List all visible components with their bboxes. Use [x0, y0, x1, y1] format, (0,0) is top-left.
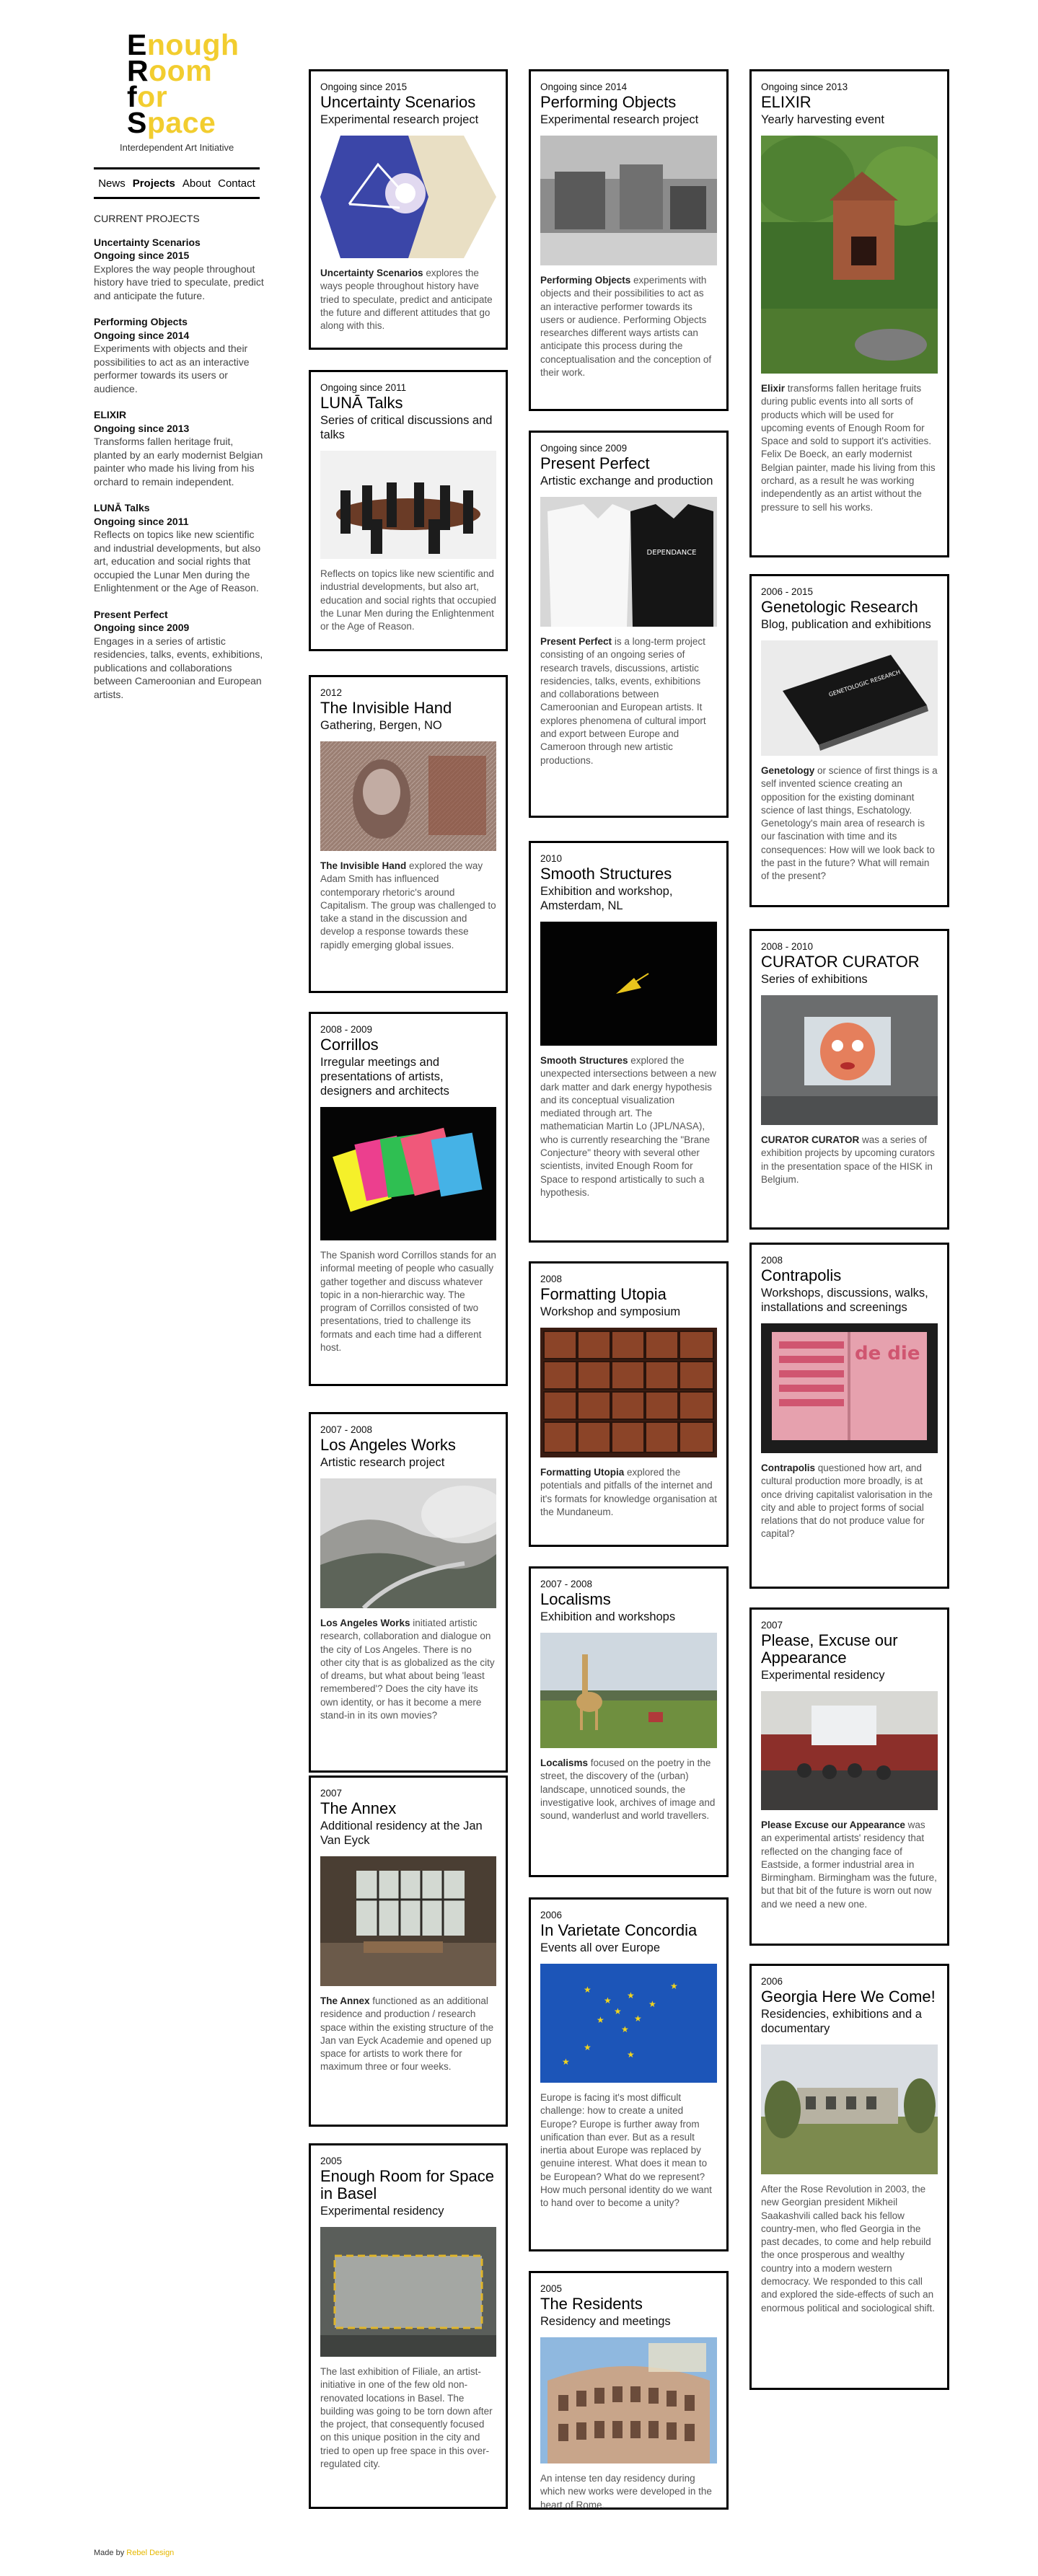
card-subtitle: Additional residency at the Jan Van Eyck [320, 1819, 483, 1847]
card-description: The Invisible Hand explored the way Adam Smith has influenced contemporary rhetoric's around Capitalism. The group was challenged to take a stand in the discussion and develop a response towards these rapidly emerging global issues. [320, 860, 496, 950]
card-subtitle: Experimental research project [320, 113, 479, 126]
project-card-corrillos[interactable] [309, 1012, 508, 1386]
card-date: Ongoing since 2013 [761, 81, 848, 92]
card-description: An intense ten day residency during which new works were developed in the heart of Rome. [540, 2473, 712, 2510]
card-subtitle: Series of exhibitions [761, 973, 868, 986]
project-card-performing[interactable] [529, 69, 729, 411]
svg-text:★: ★ [621, 2024, 629, 2034]
sidebar-item-title[interactable]: LUNĀ Talks [94, 502, 150, 513]
sidebar-item-title[interactable]: Performing Objects [94, 316, 188, 327]
card-description: The Spanish word Corrillos stands for an informal meeting of people who casually gather together and discuss whatever topic in a non-hierarchic way. The program of Corrillos consisted of two presentations, tried to challenge its formats and each time had a different host. [320, 1250, 496, 1354]
card-subtitle: Exhibition and workshop, Amsterdam, NL [540, 885, 673, 912]
card-subtitle: Workshop and symposium [540, 1305, 681, 1318]
svg-text:★: ★ [627, 2050, 635, 2060]
card-title[interactable]: LUNĀ Talks [320, 394, 403, 412]
card-image-publication[interactable] [761, 1323, 938, 1453]
card-title[interactable]: Corrillos [320, 1036, 379, 1054]
card-title[interactable]: Formatting Utopia [540, 1285, 667, 1303]
card-date: Ongoing since 2009 [540, 443, 628, 454]
misty-valley-highway-photo [320, 1478, 496, 1608]
card-subtitle: Exhibition and workshops [540, 1610, 676, 1623]
card-date: 2010 [540, 853, 563, 864]
pink-publication-photo [761, 1323, 938, 1453]
card-description: CURATOR CURATOR was a series of exhibition projects by upcoming curators in the presentation space of the HISK in Belgium. [761, 1134, 935, 1185]
card-title[interactable]: Genetologic Research [761, 598, 918, 616]
dark-poster-photo [540, 922, 717, 1046]
card-subtitle: Residencies, exhibitions and a documentary [761, 2008, 922, 2035]
card-subtitle: Experimental research project [540, 113, 699, 126]
card-title[interactable]: Smooth Structures [540, 865, 672, 883]
footer-prefix: Made by [94, 2549, 125, 2557]
project-card-contrapolis[interactable] [749, 1243, 949, 1589]
card-title[interactable]: ELIXIR [761, 93, 812, 111]
card-date: 2008 [540, 1274, 563, 1284]
project-card-curator[interactable] [749, 929, 949, 1230]
main-nav [94, 167, 260, 199]
logo-line-2: Room [127, 54, 213, 87]
svg-text:★: ★ [584, 1985, 591, 1995]
svg-text:GENETOLOGIC RESEARCH: GENETOLOGIC RESEARCH [827, 669, 902, 698]
card-date: 2007 [761, 1620, 783, 1631]
sidebar-item-text: Transforms fallen heritage fruit, planted by an early modernist Belgian painter who made his living from his orchard to remain independent. [94, 436, 263, 488]
card-description: The Annex functioned as an additional residence and production / research space within the existing structure of the Jan van Eyck Academie and opened up space for artists to work there for maximum three or four weeks. [320, 1995, 494, 2073]
card-date: Ongoing since 2011 [320, 382, 407, 393]
sidebar-item-since: Ongoing since 2013 [94, 422, 190, 434]
card-title[interactable]: The Residents [540, 2295, 643, 2313]
card-image-oven[interactable] [761, 136, 938, 374]
card-subtitle: Experimental residency [320, 2205, 444, 2218]
project-card-luna[interactable] [309, 370, 508, 651]
card-title[interactable]: Performing Objects [540, 93, 677, 111]
card-description: Contrapolis questioned how art, and cultural production more broadly, is at once driving capitalist valorisation in the city and able to project forms of social relations that do not produce value for capital? [761, 1463, 933, 1540]
card-description: Reflects on topics like new scientific and industrial developments, but also art, education and social rights that occupied the Lunar Men during the Enlightenment or the Age of Reason. [320, 568, 496, 632]
card-title[interactable]: Enough Room for Space in Basel [320, 2167, 494, 2202]
card-date: 2008 - 2010 [761, 941, 814, 952]
giraffe-field-photo [540, 1633, 717, 1748]
project-card-genetologic[interactable] [749, 574, 949, 907]
card-title[interactable]: Georgia Here We Come! [761, 1988, 936, 2006]
sidebar-item-title[interactable]: ELIXIR [94, 409, 127, 420]
svg-text:★: ★ [670, 1981, 678, 1991]
sidebar-item-since: Ongoing since 2011 [94, 515, 189, 527]
project-card-uncertainty[interactable] [309, 69, 508, 350]
card-date: 2005 [540, 2283, 563, 2294]
sidebar-item-elixir[interactable] [94, 408, 264, 488]
card-subtitle: Artistic exchange and production [540, 475, 713, 488]
scattered-stars-flag [540, 1964, 717, 2083]
card-description: Performing Objects experiments with objects and their possibilities to act as an interactive performer towards its users or audience. Performing Objects researches different ways artists can anticipate this process during the conceptualisation and the conception of their work. [540, 275, 712, 379]
card-description: Please Excuse our Appearance was an experimental artists' residency that reflected on the changing face of Eastside, a former industrial area in Birmingham. Birmingham was the future, but that bit of the future is worn out now and we need a new one. [761, 1819, 937, 1910]
card-description: After the Rose Revolution in 2003, the new Georgian president Mikheil Saakashvili called back his fellow country-men, who fled Georgia in the past decades, to come and help rebuild the once prosperous and wealthy country into a modern western democracy. We responded to this call and explored the side-effects of such an enormous political and sociological shift. [761, 2184, 935, 2313]
sidebar-item-title[interactable]: Present Perfect [94, 608, 168, 620]
project-card-residents[interactable] [529, 2271, 729, 2510]
card-description: Elixir transforms fallen heritage fruits during public events into all sorts of products which will be used for upcoming events of Enough Room for Space and sold to support it's activities. Felix De Boeck, an early modernist Belgian painter, made his living from this orchard, as a result he was working independently as an artist without the pressure to sell his works. [761, 383, 936, 513]
sidebar-heading: CURRENT PROJECTS [94, 213, 200, 224]
card-date: 2007 - 2008 [540, 1579, 593, 1589]
nav-news[interactable]: News [98, 177, 126, 190]
card-image-valley[interactable] [320, 1478, 496, 1608]
current-projects-sidebar [94, 212, 264, 714]
svg-text:★: ★ [584, 2042, 591, 2052]
card-date: 2012 [320, 687, 343, 698]
sidebar-item-since: Ongoing since 2014 [94, 329, 190, 341]
footer-brand-link[interactable]: Rebel Design [126, 2549, 175, 2557]
card-image-poster[interactable] [540, 922, 717, 1046]
sidebar-item-text: Reflects on topics like new scientific and industrial developments, but also art, education and social rights that occupied the Lunar Men during the Enlightenment or the Age of Reason. [94, 529, 261, 594]
card-subtitle: Series of critical discussions and talks [320, 414, 493, 441]
ruined-building-field-photo [761, 2045, 938, 2174]
sidebar-item-present[interactable] [94, 608, 264, 702]
project-card-present[interactable] [529, 431, 729, 818]
card-image-hexagon[interactable] [320, 136, 496, 258]
project-card-excuse[interactable] [749, 1607, 949, 1946]
studio-interior-photo [320, 1856, 496, 1986]
colored-booklets-photo [320, 1107, 496, 1240]
logo-line-4: Space [127, 106, 216, 139]
project-card-localisms[interactable] [529, 1566, 729, 1877]
sidebar-item-performing[interactable] [94, 315, 264, 395]
card-subtitle: Experimental residency [761, 1669, 885, 1682]
sidebar-item-text: Engages in a series of artistic residencies, talks, events, exhibitions, publications and collaborations between Cameroonian and European artists. [94, 635, 263, 700]
hexagon-lens-graphic [320, 136, 496, 258]
sidebar-item-since: Ongoing since 2009 [94, 622, 190, 633]
card-date: 2008 [761, 1255, 783, 1266]
card-title[interactable]: Please, Excuse our Appearance [761, 1631, 898, 1667]
colosseum-collage-photo [540, 2337, 717, 2463]
nav-projects[interactable]: Projects [132, 177, 175, 190]
card-date: 2006 [761, 1976, 783, 1987]
card-description: The last exhibition of Filiale, an artist-initiative in one of the few old non-renovated locations in Basel. The building was going to be torn down after the project, that consequently focused on this unique position in the city and tried to open up free space in this over-regulated city. [320, 2366, 493, 2470]
svg-text:★: ★ [614, 2006, 622, 2016]
presentation-room-photo [761, 1691, 938, 1810]
card-image-colosseum[interactable] [540, 2337, 717, 2463]
svg-text:de die: de die [855, 1343, 920, 1364]
card-title[interactable]: The Invisible Hand [320, 699, 452, 717]
card-image-book[interactable] [761, 640, 938, 756]
card-image-banknote[interactable] [320, 741, 496, 851]
card-image-presentation[interactable] [761, 1691, 938, 1810]
card-subtitle: Artistic research project [320, 1456, 445, 1469]
svg-text:★: ★ [648, 1999, 656, 2009]
svg-text:★: ★ [597, 2015, 604, 2025]
card-description: Present Perfect is a long-term project consisting of an ongoing series of research travels, discussions, artistic residencies, talks, events, exhibitions and collaborations between Cameroonian and European artists. It explores phenomena of cultural import and export between Europe and Cameroon through new artistic productions. [540, 636, 706, 766]
banknote-portrait-photo [320, 741, 496, 851]
card-image-flag[interactable] [540, 1964, 717, 2083]
card-subtitle: Gathering, Bergen, NO [320, 719, 442, 732]
nav-contact[interactable]: Contact [218, 177, 255, 190]
card-description: Genetology or science of first things is a self invented science creating an opposition for the existing dominant science of last things, Eschatology. Genetology's main area of research is our fascination with time and its consequences: How will we look back to the past in the future? What will remain of the present? [761, 765, 938, 882]
sidebar-item-text: Explores the way people throughout history have tried to speculate, predict and anticipate the future. [94, 263, 264, 301]
card-title[interactable]: Uncertainty Scenarios [320, 93, 476, 111]
card-date: 2005 [320, 2156, 343, 2166]
project-card-invisible[interactable] [309, 675, 508, 993]
card-description: Smooth Structures explored the unexpected intersections between a new dark matter and dark energy hypothesis and its conceptual visualization mediated through art. The mathematician Martin Lo (JPL/NASA), who is currently researching the "Brane Conjecture" theory with several other scientists, invited Enough Room for Space to respond artistically to such a hypothesis. [540, 1055, 716, 1198]
nav-about[interactable]: About [182, 177, 211, 190]
card-date: 2006 [540, 1910, 563, 1920]
site-logo[interactable] [127, 28, 257, 139]
card-description: Uncertainty Scenarios explores the ways people throughout history have tried to speculate, predict and anticipate the future and different attitudes that go along with this. [320, 268, 493, 332]
card-image-exhibition[interactable] [540, 136, 717, 265]
card-title[interactable]: Contrapolis [761, 1266, 842, 1284]
card-subtitle: Yearly harvesting event [761, 113, 884, 126]
project-card-georgia[interactable] [749, 1964, 949, 2390]
card-date: 2008 - 2009 [320, 1024, 373, 1035]
card-description: Europe is facing it's most difficult challenge: how to create a united Europe? Europe is further away from unification than ever. But as a result inertia about Europe was replaced by genuine interest. What does it mean to be European? What do we represent? How much personal identity do we want to hand over to become a unity? [540, 2092, 712, 2209]
project-card-varietate[interactable] [529, 1897, 729, 2251]
card-image-tshirts[interactable] [540, 497, 717, 627]
card-image-projection[interactable] [761, 995, 938, 1125]
card-catalog-drawers-photo [540, 1328, 717, 1457]
sidebar-item-luna[interactable] [94, 501, 264, 595]
project-card-losangeles[interactable] [309, 1412, 508, 1773]
project-card-utopia[interactable] [529, 1261, 729, 1547]
card-image-ruins[interactable] [761, 2045, 938, 2174]
project-card-annex[interactable] [309, 1776, 508, 2127]
sidebar-item-text: Experiments with objects and their possibilities to act as an interactive performer towards its users or audience. [94, 343, 250, 394]
site-footer [94, 2549, 174, 2557]
project-card-elixir[interactable] [749, 69, 949, 557]
card-description: Los Angeles Works initiated artistic research, collaboration and dialogue on the city of Los Angeles. There is no other city that is as globalized as the city of dreams, but what about being 'least remembered'? Does the city have its own identity, or has it become a mere stand-in in its own movies? [320, 1618, 495, 1721]
card-title[interactable]: Los Angeles Works [320, 1436, 456, 1454]
card-image-studio[interactable] [320, 1856, 496, 1986]
svg-text:★: ★ [634, 2013, 642, 2024]
card-description: Formatting Utopia explored the potentials and pitfalls of the internet and it's formats for knowledge organisation at the Mundaneum. [540, 1467, 717, 1517]
card-date: 2007 [320, 1788, 343, 1799]
round-table-chairs-photo [320, 451, 496, 559]
card-description: Localisms focused on the poetry in the street, the discovery of the (urban) landscape, unnoticed sounds, the investigative look, archives of image and sound, wanderlust and world travellers. [540, 1757, 716, 1822]
card-subtitle: Irregular meetings and presentations of artists, designers and architects [320, 1056, 449, 1098]
card-date: 2006 - 2015 [761, 586, 814, 597]
sidebar-item-uncertainty[interactable] [94, 236, 264, 303]
svg-text:★: ★ [627, 1990, 635, 2001]
card-title[interactable]: Localisms [540, 1590, 611, 1608]
site-tagline: Interdependent Art Initiative [120, 142, 234, 153]
card-image-booklets[interactable] [320, 1107, 496, 1240]
project-card-basel[interactable] [309, 2143, 508, 2509]
card-image-catalog[interactable] [540, 1328, 717, 1457]
card-subtitle: Blog, publication and exhibitions [761, 618, 931, 631]
sidebar-item-title[interactable]: Uncertainty Scenarios [94, 236, 201, 248]
vintage-exhibition-photo [540, 136, 717, 265]
black-book-photo [761, 640, 938, 756]
card-date: Ongoing since 2015 [320, 81, 408, 92]
logo-line-1: Enough [127, 28, 239, 61]
card-date: Ongoing since 2014 [540, 81, 628, 92]
card-subtitle: Workshops, discussions, walks, installations and screenings [761, 1287, 928, 1314]
card-subtitle: Residency and meetings [540, 2315, 671, 2328]
project-card-smooth[interactable] [529, 841, 729, 1243]
card-image-table[interactable] [320, 451, 496, 559]
card-image-billboard[interactable] [320, 2227, 496, 2357]
svg-text:★: ★ [604, 1995, 612, 2006]
card-subtitle: Events all over Europe [540, 1941, 661, 1954]
card-title[interactable]: The Annex [320, 1799, 397, 1817]
card-title[interactable]: Present Perfect [540, 454, 650, 472]
sidebar-item-since: Ongoing since 2015 [94, 250, 190, 261]
projected-face-photo [761, 995, 938, 1125]
svg-text:★: ★ [562, 2057, 570, 2067]
tshirts-photo [540, 497, 717, 627]
svg-text:DEPENDANCE: DEPENDANCE [646, 549, 697, 557]
card-title[interactable]: CURATOR CURATOR [761, 953, 920, 971]
blank-billboard-photo [320, 2227, 496, 2357]
logo-line-3: for [127, 80, 168, 113]
card-date: 2007 - 2008 [320, 1424, 373, 1435]
card-image-giraffe[interactable] [540, 1633, 717, 1748]
card-title[interactable]: In Varietate Concordia [540, 1921, 698, 1939]
brick-oven-garden-photo [761, 136, 938, 374]
